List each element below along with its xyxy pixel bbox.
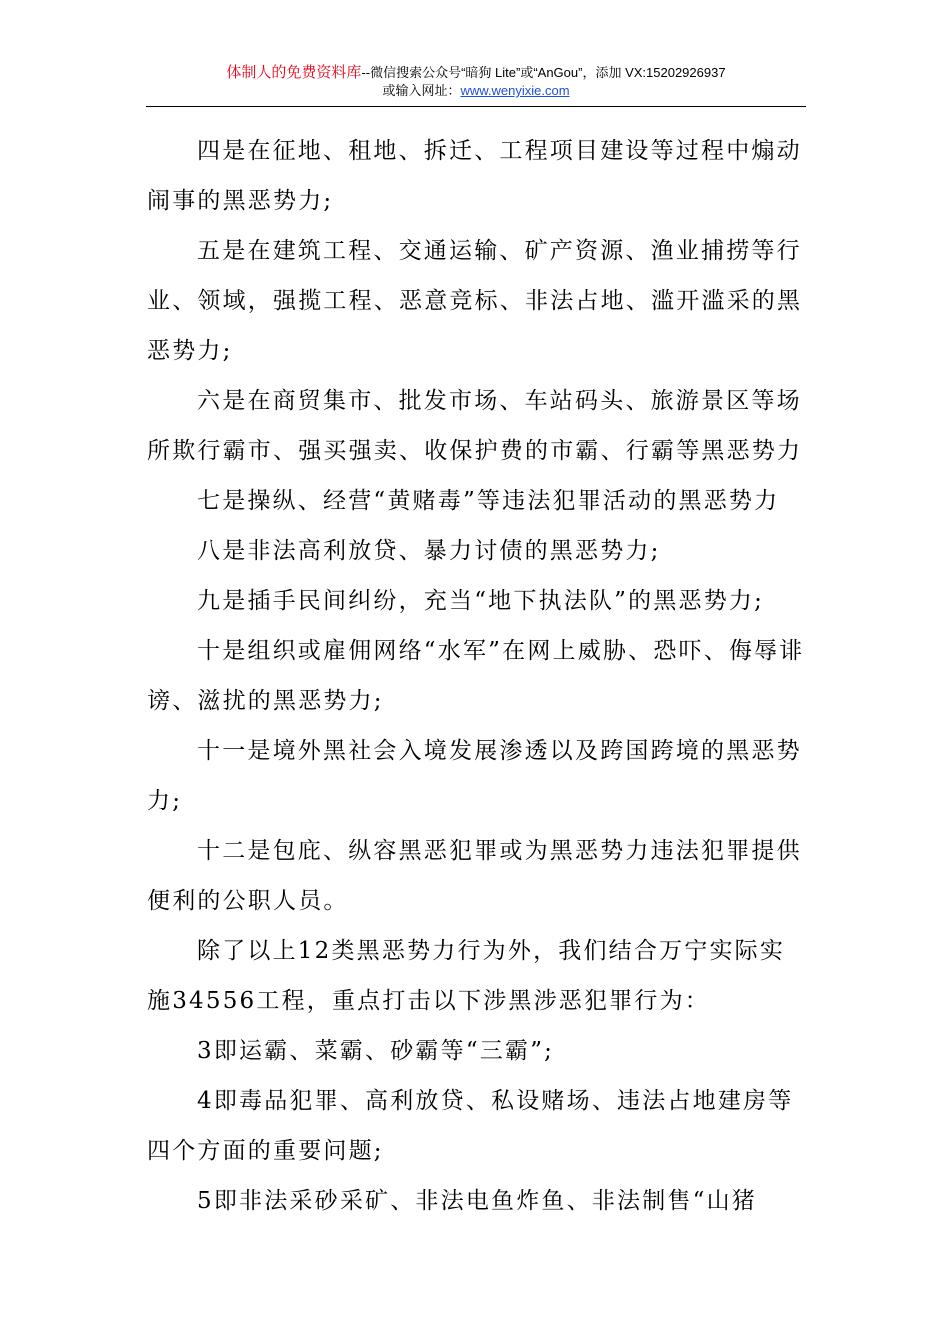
paragraph: 十一是境外黑社会入境发展渗透以及跨国跨境的黑恶势力; bbox=[147, 738, 802, 814]
paragraph: 四是在征地、租地、拆迁、工程项目建设等过程中煽动闹事的黑恶势力; bbox=[147, 138, 802, 214]
header-url-prefix: 或输入网址： bbox=[382, 83, 461, 98]
page-header bbox=[146, 64, 806, 100]
paragraph: 除了以上12类黑恶势力行为外，我们结合万宁实际实施34556工程，重点打击以下涉黑涉恶犯罪行为： bbox=[147, 938, 786, 1014]
header-brand: 体制人的免费资料库 bbox=[226, 64, 362, 81]
paragraph: 九是插手民间纠纷，充当“地下执法队”的黑恶势力; bbox=[197, 588, 765, 614]
header-url-link[interactable]: www.wenyixie.com bbox=[460, 83, 570, 98]
paragraph: 5即非法采砂采矿、非法电鱼炸鱼、非法制售“山猪 bbox=[197, 1188, 757, 1214]
paragraph: 八是非法高利放贷、暴力讨债的黑恶势力; bbox=[197, 538, 661, 564]
paragraph: 七是操纵、经营“黄赌毒”等违法犯罪活动的黑恶势力 bbox=[197, 488, 780, 514]
paragraph: 十是组织或雇佣网络“水军”在网上威胁、恐吓、侮辱诽谤、滋扰的黑恶势力; bbox=[147, 638, 805, 714]
paragraph: 3即运霸、菜霸、砂霸等“三霸”; bbox=[197, 1038, 555, 1064]
paragraph: 4即毒品犯罪、高利放贷、私设赌场、违法占地建房等四个方面的重要问题; bbox=[147, 1088, 794, 1164]
paragraph: 十二是包庇、纵容黑恶犯罪或为黑恶势力违法犯罪提供便利的公职人员。 bbox=[147, 838, 802, 914]
header-contact: --微信搜索公众号“暗狗 Lite”或“AnGou”，添加 VX:15202926937 bbox=[361, 65, 726, 80]
paragraph: 五是在建筑工程、交通运输、矿产资源、渔业捕捞等行业、领域，强揽工程、恶意竞标、非法占地、滥开滥采的黑恶势力; bbox=[147, 238, 803, 364]
header-line-2 bbox=[146, 82, 806, 100]
document-body bbox=[147, 126, 807, 1226]
header-divider bbox=[146, 106, 806, 107]
header-line-1 bbox=[146, 64, 806, 82]
paragraph: 六是在商贸集市、批发市场、车站码头、旅游景区等场所欺行霸市、强买强卖、收保护费的市霸、行霸等黑恶势力 bbox=[147, 388, 803, 464]
